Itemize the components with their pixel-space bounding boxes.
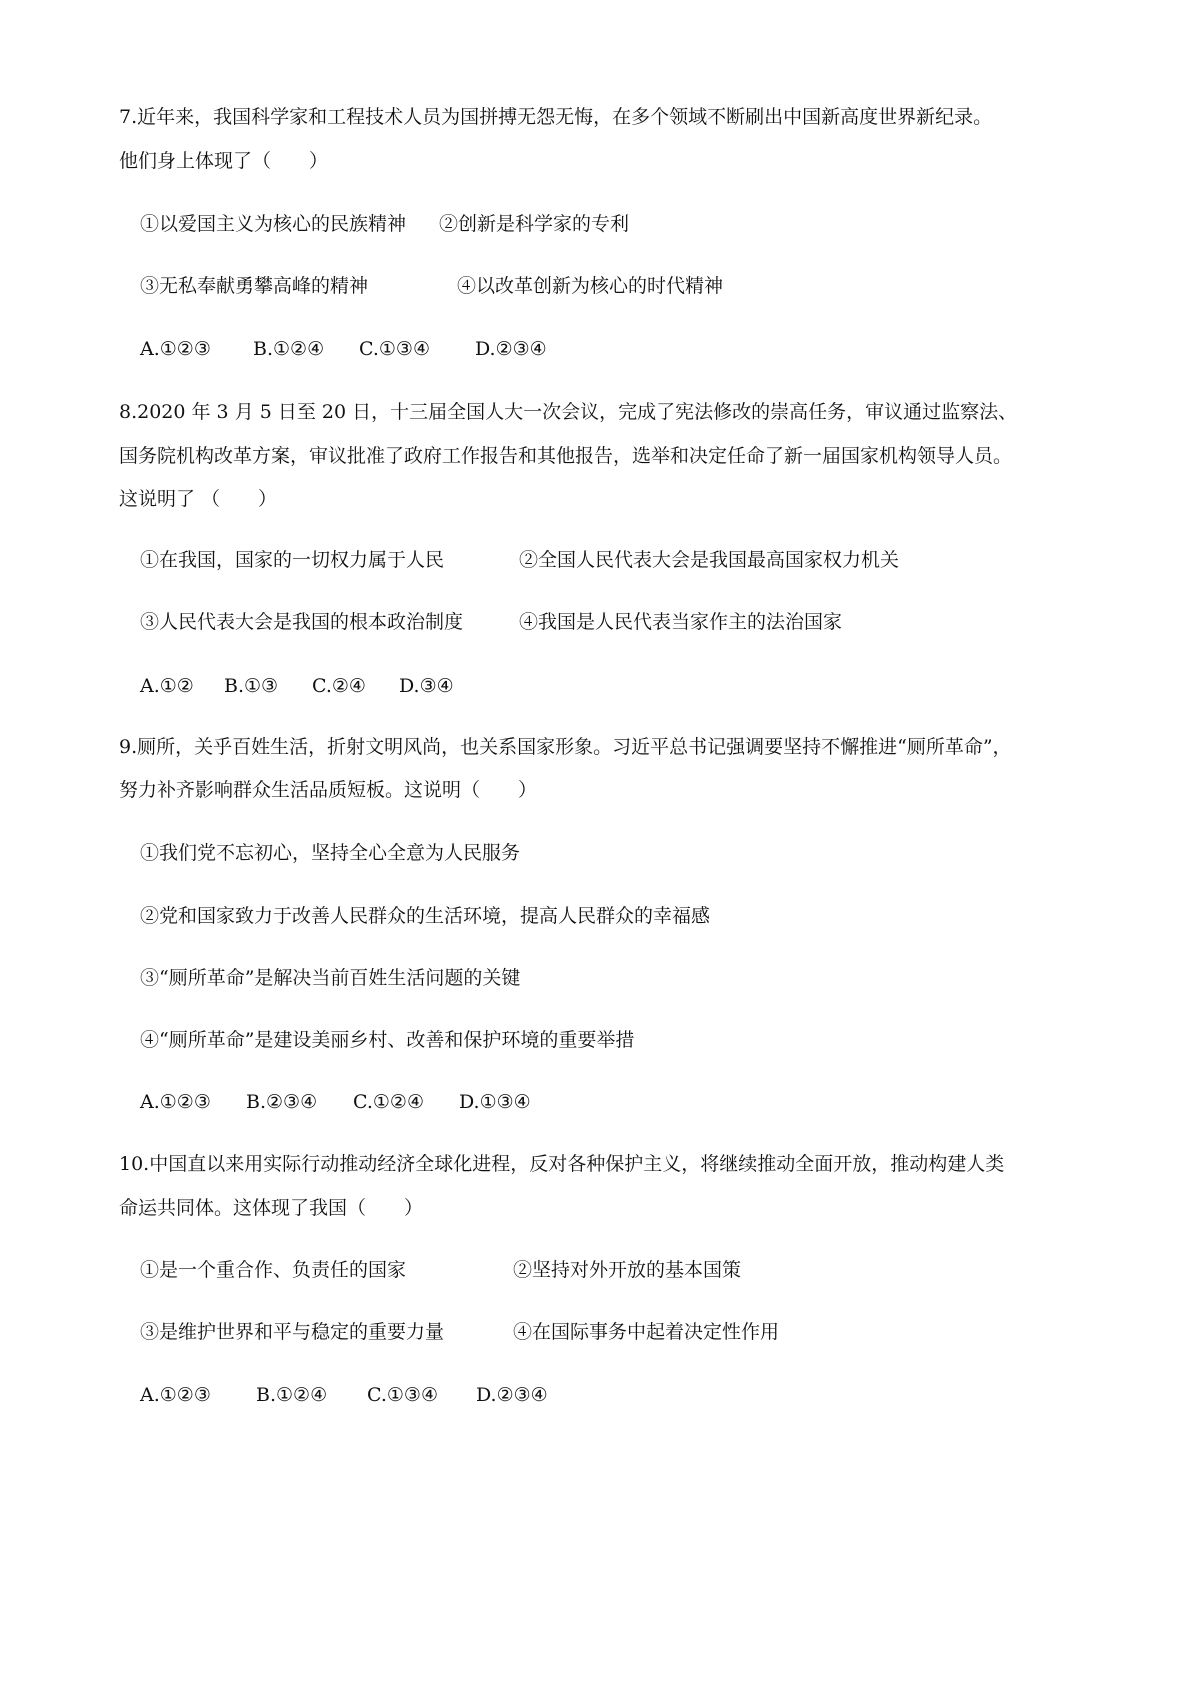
q7-choice-b: B.①②④ [253,338,325,360]
q8-choices [140,672,454,700]
q9-choice-b: B.②③④ [246,1091,318,1113]
q10-statement-row-2 [140,1318,779,1346]
q8-choice-b: B.①③ [224,675,279,697]
q8-choice-a: A.①② [140,675,194,697]
q8-statement-row-2 [140,608,842,636]
q9-statement-2: ②党和国家致力于改善人民群众的生活环境，提高人民群众的幸福感 [140,905,711,927]
q7-choice-a: A.①②③ [140,338,211,360]
q8-statement-row-1 [140,546,899,574]
q10-statement-2: ②坚持对外开放的基本国策 [513,1259,742,1281]
q7-statement-2: ②创新是科学家的专利 [439,213,630,235]
q10-choice-b: B.①②④ [256,1384,328,1406]
q10-choice-c: C.①③④ [367,1384,438,1406]
q8-statement-2: ②全国人民代表大会是我国最高国家权力机关 [519,549,900,571]
q8-statement-1: ①在我国，国家的一切权力属于人民 [140,549,445,571]
q9-statement-4: ④“厕所革命”是建设美丽乡村、改善和保护环境的重要举措 [140,1029,635,1051]
q10-stem-line-1: 10.中国直以来用实际行动推动经济全球化进程，反对各种保护主义，将继续推动全面开放，推动构建人类 [119,1153,1005,1175]
q9-choice-c: C.①②④ [353,1091,424,1113]
q7-statement-row-1 [140,210,629,238]
q10-statement-row-1 [140,1256,741,1284]
q10-statement-1: ①是一个重合作、负责任的国家 [140,1259,407,1281]
q8-stem-line-2: 国务院机构改革方案，审议批准了政府工作报告和其他报告，选举和决定任命了新一届国家机构领导人员。 [119,445,1013,467]
q7-choices [140,335,547,363]
q8-statement-3: ③人民代表大会是我国的根本政治制度 [140,611,464,633]
q10-choice-d: D.②③④ [476,1384,548,1406]
q9-choice-d: D.①③④ [459,1091,531,1113]
q7-statement-3: ③无私奉献勇攀高峰的精神 [140,275,369,297]
q7-statement-row-2 [140,272,723,300]
q9-choices [140,1088,531,1116]
q9-stem-line-2: 努力补齐影响群众生活品质短板。这说明（ ） [119,779,538,801]
q10-choice-a: A.①②③ [140,1384,211,1406]
q7-statement-1: ①以爱国主义为核心的民族精神 [140,213,407,235]
q8-choice-d: D.③④ [399,675,454,697]
q8-stem-line-1: 8.2020 年 3 月 5 日至 20 日，十三届全国人大一次会议，完成了宪法修改的崇高任务，审议通过监察法、 [119,401,1018,423]
q8-stem-line-3: 这说明了 （ ） [119,488,278,510]
q9-statement-3: ③“厕所革命”是解决当前百姓生活问题的关键 [140,967,521,989]
q9-statement-1: ①我们党不忘初心，坚持全心全意为人民服务 [140,842,521,864]
q10-statement-4: ④在国际事务中起着决定性作用 [513,1321,780,1343]
q7-statement-4: ④以改革创新为核心的时代精神 [457,275,724,297]
q7-choice-d: D.②③④ [475,338,547,360]
q10-statement-3: ③是维护世界和平与稳定的重要力量 [140,1321,445,1343]
q7-stem-line-1: 7.近年来，我国科学家和工程技术人员为国拼搏无怨无悔，在多个领域不断刷出中国新高度世界新纪录。 [119,106,993,128]
q7-choice-c: C.①③④ [359,338,430,360]
q10-stem-line-2: 命运共同体。这体现了我国（ ） [119,1197,424,1219]
q10-choices [140,1381,548,1409]
q8-choice-c: C.②④ [312,675,366,697]
q9-choice-a: A.①②③ [140,1091,211,1113]
q7-stem-line-2: 他们身上体现了（ ） [119,150,329,172]
q8-statement-4: ④我国是人民代表当家作主的法治国家 [519,611,843,633]
q9-stem-line-1: 9.厕所，关乎百姓生活，折射文明风尚，也关系国家形象。习近平总书记强调要坚持不懈推进“厕所革命”， [119,736,1012,758]
